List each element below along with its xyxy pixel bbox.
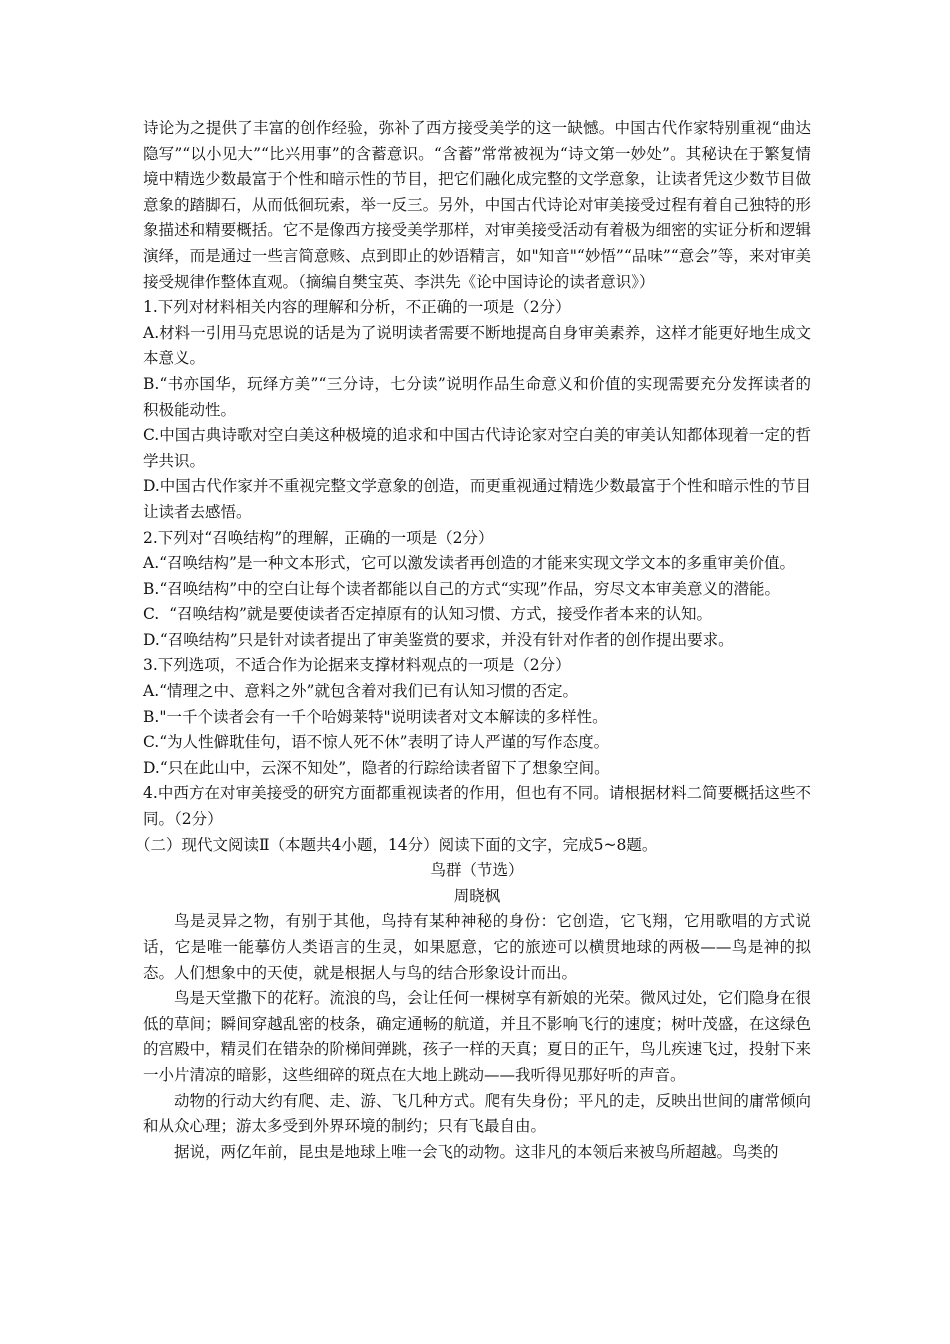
- essay-author: 周晓枫: [453, 886, 501, 905]
- question-1-option-b: B.“书亦国华，玩绎方美”“三分诗，七分读”说明作品生命意义和价值的实现需要充分发挥读者的积极能动性。: [143, 374, 811, 419]
- question-3-stem: 3.下列选项，不适合作为论据来支撑材料观点的一项是（2分）: [143, 656, 571, 675]
- essay-title: 鸟群（节选）: [430, 861, 524, 880]
- question-2-stem: 2.下列对“召唤结构”的理解，正确的一项是（2分）: [143, 528, 494, 547]
- question-1-option-c: C.中国古典诗歌对空白美这种极境的追求和中国古代诗论家对空白美的审美认知都体现着一定的哲学共识。: [143, 426, 811, 470]
- question-1-option-a: A.材料一引用马克思说的话是为了说明读者需要不断地提高自身审美素养，这样才能更好地生成文本意义。: [143, 323, 811, 368]
- question-2-option-d: D.“召唤结构”只是针对读者提出了审美鉴赏的要求，并没有针对作者的创作提出要求。: [143, 630, 734, 649]
- question-3-option-c: C.“为人性僻耽佳句，语不惊人死不休”表明了诗人严谨的写作态度。: [143, 733, 610, 752]
- question-1-stem: 1.下列对材料相关内容的理解和分析，不正确的一项是（2分）: [143, 298, 571, 317]
- document-page: [135, 116, 811, 1165]
- essay-paragraph: 据说，两亿年前，昆虫是地球上唯一会飞的动物。这非凡的本领后来被鸟所超越。鸟类的: [174, 1142, 779, 1161]
- question-2-option-c: C. “召唤结构”就是要使读者否定掉原有的认知习惯、方式，接受作者本来的认知。: [143, 605, 712, 624]
- essay-paragraph: 鸟是天堂撒下的花籽。流浪的鸟，会让任何一棵树享有新娘的光荣。微风过处，它们隐身在很低的草间；瞬间穿越乱密的枝条，确定通畅的航道，并且不影响飞行的速度；树叶茂盛，在这绿色的宫殿中，精灵们在错杂的阶梯间弹跳，孩子一样的天真；夏日的正午，鸟儿疾速飞过，投射下来一小片清凉的暗影，这些细碎的斑点在大地上跳动——我听得见那好听的声音。: [143, 989, 811, 1084]
- essay-paragraph: 鸟是灵异之物，有别于其他，鸟持有某种神秘的身份：它创造，它飞翔，它用歌唱的方式说话，它是唯一能摹仿人类语言的生灵，如果愿意，它的旅迹可以横贯地球的两极——鸟是神的拟态。人们想象中的天使，就是根据人与鸟的结合形象设计而出。: [143, 912, 811, 982]
- question-3-option-a: A.“情理之中、意料之外”就包含着对我们已有认知习惯的否定。: [143, 682, 578, 701]
- question-2-option-a: A.“召唤结构”是一种文本形式，它可以激发读者再创造的才能来实现文学文本的多重审美价值。: [143, 554, 795, 573]
- section-2-heading: （二）现代文阅读Ⅱ（本题共4小题，14分）阅读下面的文字，完成5~8题。: [135, 835, 658, 854]
- intro-paragraph: 诗论为之提供了丰富的创作经验，弥补了西方接受美学的这一缺憾。中国古代作家特别重视“曲达隐写”“以小见大”“比兴用事”的含蓄意识。“含蓄”常常被视为“诗文第一妙处”。其秘诀在于繁复情境中精选少数最富于个性和暗示性的节目，把它们融化成完整的文学意象，让读者凭这少数节目做意象的踏脚石，从而低徊玩索，举一反三。另外，中国古代诗论对审美接受过程有着自己独特的形象描述和精要概括。它不是像西方接受美学那样，对审美接受活动有着极为细密的实证分析和逻辑演绎，而是通过一些言简意赅、点到即止的妙语精言，如"知音"“妙悟”“品味”“意会”等，来对审美接受规律作整体直观。（摘编自樊宝英、李洪先《论中国诗论的读者意识》）: [143, 119, 811, 291]
- question-1-option-d: D.中国古代作家并不重视完整文学意象的创造，而更重视通过精选少数最富于个性和暗示性的节目让读者去感悟。: [143, 477, 811, 521]
- question-3-option-d: D.“只在此山中，云深不知处”，隐者的行踪给读者留下了想象空间。: [143, 758, 610, 777]
- question-4-stem: 4.中西方在对审美接受的研究方面都重视读者的作用，但也有不同。请根据材料二简要概括这些不同。（2分）: [143, 784, 811, 829]
- question-3-option-b: B."一千个读者会有一千个哈姆莱特"说明读者对文本解读的多样性。: [143, 707, 608, 726]
- question-2-option-b: B.“召唤结构”中的空白让每个读者都能以自己的方式“实现”作品，穷尽文本审美意义的潜能。: [143, 579, 781, 598]
- essay-paragraph: 动物的行动大约有爬、走、游、飞几种方式。爬有失身份；平凡的走，反映出世间的庸常倾向和从众心理；游太多受到外界环境的制约；只有飞最自由。: [143, 1091, 811, 1136]
